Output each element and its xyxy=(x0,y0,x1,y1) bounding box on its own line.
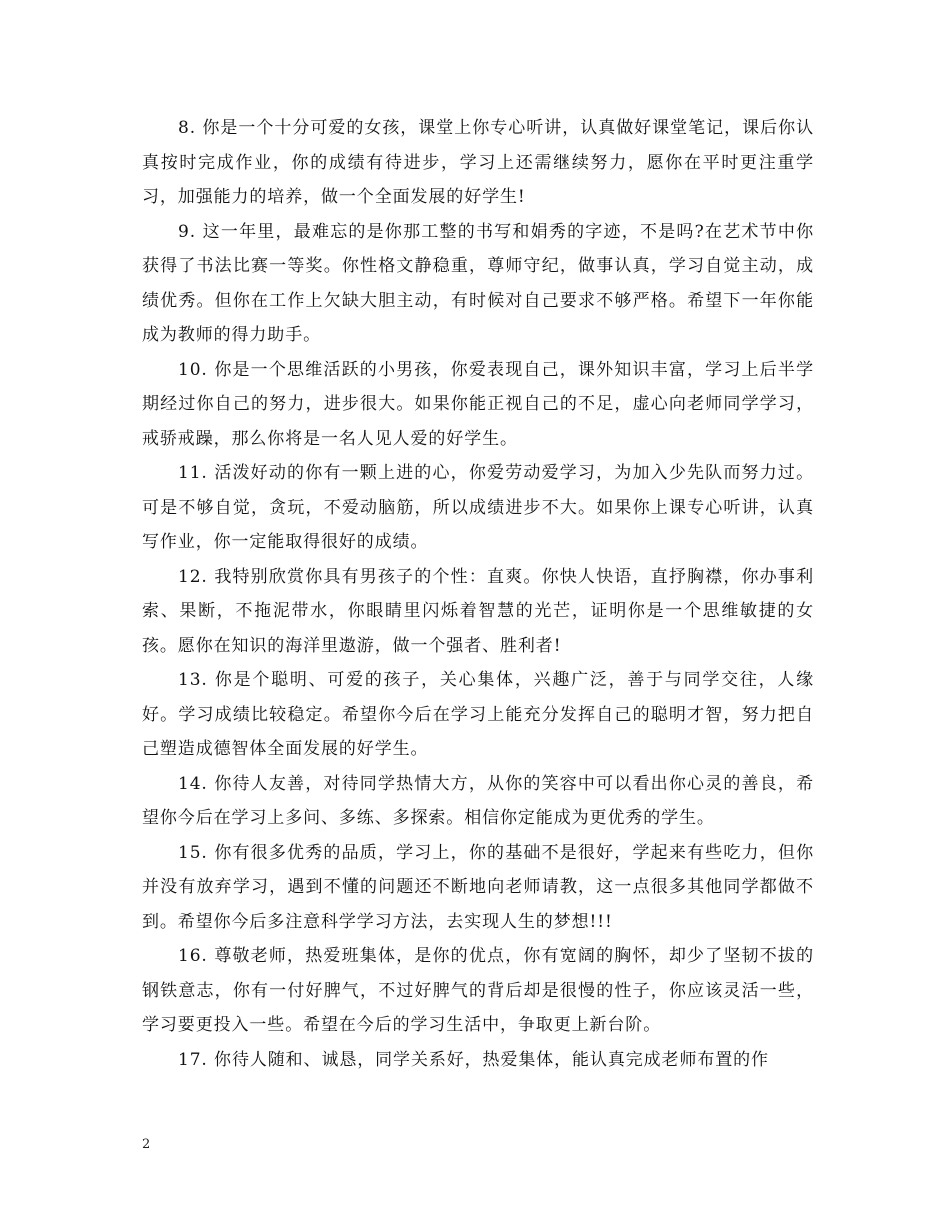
comment-paragraph-10: 10. 你是一个思维活跃的小男孩，你爱表现自己，课外知识丰富，学习上后半学期经过你自己的努力，进步很大。如果你能正视自己的不足，虚心向老师同学学习，戒骄戒躁，那么你将是一名人见人爱的好学生。 xyxy=(142,359,814,449)
comment-paragraph-14: 14. 你待人友善，对待同学热情大方，从你的笑容中可以看出你心灵的善良，希望你今后在学习上多问、多练、多探索。相信你定能成为更优秀的学生。 xyxy=(142,773,814,828)
comment-paragraph-11: 11. 活泼好动的你有一颗上进的心，你爱劳动爱学习，为加入少先队而努力过。可是不够自觉，贪玩，不爱动脑筋，所以成绩进步不大。如果你上课专心听讲，认真写作业，你一定能取得很好的成绩。 xyxy=(142,463,814,552)
comment-paragraph-9: 9. 这一年里，最难忘的是你那工整的书写和娟秀的字迹，不是吗?在艺术节中你获得了书法比赛一等奖。你性格文静稳重，尊师守纪，做事认真，学习自觉主动，成绩优秀。但你在工作上欠缺大胆主动，有时候对自己要求不够严格。希望下一年你能成为教师的得力助手。 xyxy=(142,221,814,345)
comment-paragraph-17: 17. 你待人随和、诚恳，同学关系好，热爱集体，能认真完成老师布置的作 xyxy=(178,1049,769,1070)
comment-paragraph-15: 15. 你有很多优秀的品质，学习上，你的基础不是很好，学起来有些吃力，但你并没有放弃学习，遇到不懂的问题还不断地向老师请教，这一点很多其他同学都做不到。希望你今后多注意科学学习方法，去实现人生的梦想!!! xyxy=(142,842,814,932)
document-body xyxy=(142,111,814,1077)
page-number: 2 xyxy=(142,1137,151,1152)
comment-paragraph-12: 12. 我特别欣赏你具有男孩子的个性：直爽。你快人快语，直抒胸襟，你办事利索、果断，不拖泥带水，你眼睛里闪烁着智慧的光芒，证明你是一个思维敏捷的女孩。愿你在知识的海洋里遨游，做一个强者、胜利者! xyxy=(142,566,814,656)
comment-paragraph-16: 16. 尊敬老师，热爱班集体，是你的优点，你有宽阔的胸怀，却少了坚韧不拔的钢铁意志，你有一付好脾气，不过好脾气的背后却是很慢的性子，你应该灵活一些，学习要更投入一些。希望在今后的学习生活中，争取更上新台阶。 xyxy=(142,946,814,1035)
comment-paragraph-13: 13. 你是个聪明、可爱的孩子，关心集体，兴趣广泛，善于与同学交往，人缘好。学习成绩比较稳定。希望你今后在学习上能充分发挥自己的聪明才智，努力把自己塑造成德智体全面发展的好学生。 xyxy=(142,670,814,759)
comment-paragraph-8: 8. 你是一个十分可爱的女孩，课堂上你专心听讲，认真做好课堂笔记，课后你认真按时完成作业，你的成绩有待进步，学习上还需继续努力，愿你在平时更注重学习，加强能力的培养，做一个全面发展的好学生! xyxy=(142,118,814,207)
